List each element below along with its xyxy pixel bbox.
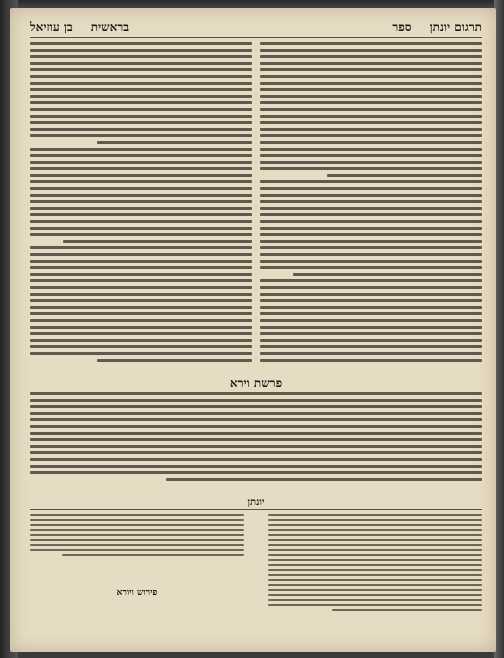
text-line <box>260 134 482 137</box>
commentary-subheading: פירוש ויורא <box>116 588 158 598</box>
text-line <box>260 154 482 157</box>
text-line <box>268 524 482 526</box>
text-line <box>293 273 482 276</box>
commentary-divider <box>30 509 482 510</box>
text-line <box>30 392 482 395</box>
text-line <box>260 299 482 302</box>
text-line <box>268 579 482 581</box>
text-line <box>30 115 252 118</box>
text-line <box>30 514 244 516</box>
text-line <box>260 227 482 230</box>
text-line <box>260 207 482 210</box>
text-line <box>30 465 482 468</box>
text-line <box>30 332 252 335</box>
text-line <box>30 451 482 454</box>
text-line <box>30 42 252 45</box>
text-line <box>327 174 482 177</box>
text-line <box>260 82 482 85</box>
text-line <box>30 534 244 536</box>
text-line <box>30 539 244 541</box>
text-line <box>260 279 482 282</box>
text-line <box>260 213 482 216</box>
text-line <box>30 161 252 164</box>
text-line <box>260 345 482 348</box>
text-line <box>30 108 252 111</box>
text-line <box>30 213 252 216</box>
text-line <box>30 49 252 52</box>
text-line <box>260 240 482 243</box>
text-line <box>260 326 482 329</box>
text-line <box>268 599 482 601</box>
text-line <box>268 544 482 546</box>
text-line <box>30 425 482 428</box>
text-line <box>97 141 252 144</box>
text-line <box>260 180 482 183</box>
text-line <box>30 266 252 269</box>
text-line <box>268 539 482 541</box>
commentary-column-left <box>30 514 244 559</box>
text-line <box>260 260 482 263</box>
header-title-left: בן עוזיאל <box>30 19 73 34</box>
text-line <box>260 286 482 289</box>
text-line <box>260 75 482 78</box>
text-line <box>260 167 482 170</box>
text-line <box>30 312 252 315</box>
text-line <box>268 574 482 576</box>
text-line <box>260 108 482 111</box>
text-line <box>260 332 482 335</box>
main-text-column-right <box>260 42 482 365</box>
text-line <box>260 68 482 71</box>
text-line <box>30 62 252 65</box>
text-line <box>30 253 252 256</box>
text-line <box>260 339 482 342</box>
text-line <box>260 233 482 236</box>
text-line <box>260 293 482 296</box>
text-line <box>260 148 482 151</box>
text-line <box>260 220 482 223</box>
text-line <box>30 75 252 78</box>
text-line <box>30 95 252 98</box>
text-line <box>30 273 252 276</box>
text-line <box>268 534 482 536</box>
header-title-right: תרגום יונתן <box>429 19 482 34</box>
text-line <box>30 286 252 289</box>
header-book-label: ספר <box>392 19 412 34</box>
text-line <box>30 187 252 190</box>
text-line <box>260 95 482 98</box>
text-line <box>30 405 482 408</box>
commentary-column-right <box>268 514 482 614</box>
text-line <box>30 471 482 474</box>
text-line <box>30 148 252 151</box>
text-line <box>268 514 482 516</box>
header-parsha: בראשית <box>90 19 130 34</box>
text-line <box>30 260 252 263</box>
text-line <box>268 559 482 561</box>
text-line <box>30 544 244 546</box>
text-line <box>30 412 482 415</box>
text-line <box>268 564 482 566</box>
text-line <box>30 68 252 71</box>
text-line <box>30 180 252 183</box>
text-line <box>30 101 252 104</box>
text-line <box>268 569 482 571</box>
text-line <box>332 609 482 611</box>
text-line <box>30 345 252 348</box>
text-line <box>268 584 482 586</box>
text-line <box>30 227 252 230</box>
text-line <box>30 299 252 302</box>
text-line <box>260 187 482 190</box>
text-line <box>30 233 252 236</box>
commentary-heading: יונתן <box>247 497 265 508</box>
text-line <box>260 312 482 315</box>
text-line <box>30 418 482 421</box>
text-line <box>30 154 252 157</box>
section-heading: פרשת וירא <box>229 376 283 390</box>
text-line <box>30 88 252 91</box>
main-text-column-left <box>30 42 252 365</box>
text-line <box>62 554 244 556</box>
text-line <box>30 134 252 137</box>
text-line <box>260 194 482 197</box>
text-line <box>30 524 244 526</box>
text-line <box>260 128 482 131</box>
text-line <box>260 200 482 203</box>
text-line <box>30 55 252 58</box>
text-line <box>30 519 244 521</box>
text-line <box>30 121 252 124</box>
text-line <box>260 266 482 269</box>
text-line <box>30 319 252 322</box>
text-line <box>30 339 252 342</box>
text-line <box>166 478 482 481</box>
header-left-group <box>30 20 129 35</box>
text-line <box>260 352 482 355</box>
text-line <box>260 115 482 118</box>
text-line <box>30 207 252 210</box>
text-line <box>30 279 252 282</box>
text-line <box>260 253 482 256</box>
text-line <box>260 55 482 58</box>
text-line <box>260 246 482 249</box>
text-line <box>260 88 482 91</box>
text-line <box>30 293 252 296</box>
text-line <box>260 62 482 65</box>
text-line <box>30 326 252 329</box>
text-line <box>268 604 482 606</box>
text-line <box>30 529 244 531</box>
text-line <box>260 121 482 124</box>
text-line <box>30 167 252 170</box>
text-line <box>30 306 252 309</box>
text-line <box>260 101 482 104</box>
text-line <box>268 549 482 551</box>
text-line <box>260 319 482 322</box>
text-line <box>260 161 482 164</box>
text-line <box>30 200 252 203</box>
header-right-group <box>392 20 482 35</box>
text-line <box>260 49 482 52</box>
text-line <box>268 519 482 521</box>
text-line <box>30 220 252 223</box>
text-line <box>30 549 244 551</box>
text-line <box>30 432 482 435</box>
text-line <box>63 240 252 243</box>
text-line <box>30 82 252 85</box>
text-line <box>260 42 482 45</box>
text-line <box>30 194 252 197</box>
text-line <box>268 529 482 531</box>
text-line <box>260 359 482 362</box>
text-line <box>30 458 482 461</box>
text-line <box>260 306 482 309</box>
text-line <box>268 589 482 591</box>
section-text-block <box>30 392 482 484</box>
text-line <box>30 445 482 448</box>
page-header <box>30 18 482 36</box>
text-line <box>97 359 252 362</box>
text-line <box>268 554 482 556</box>
text-line <box>260 141 482 144</box>
text-line <box>30 174 252 177</box>
header-divider <box>30 37 482 38</box>
text-line <box>30 128 252 131</box>
text-line <box>30 352 252 355</box>
text-line <box>268 594 482 596</box>
text-line <box>30 438 482 441</box>
text-line <box>30 246 252 249</box>
text-line <box>30 399 482 402</box>
